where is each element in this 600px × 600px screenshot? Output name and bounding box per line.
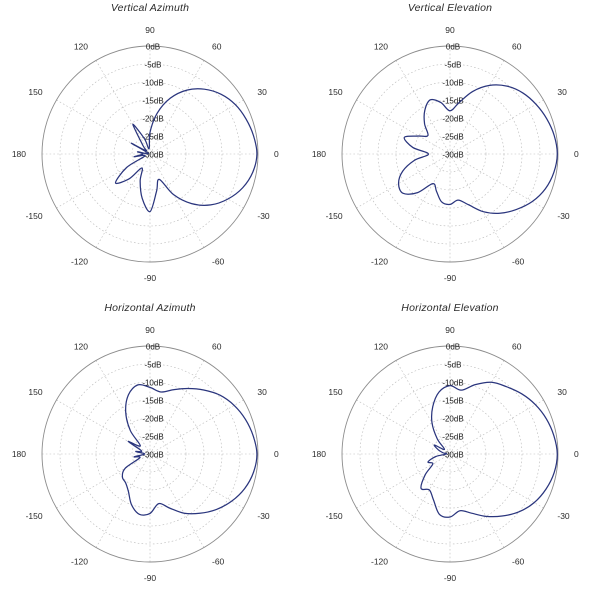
svg-text:-5dB: -5dB (144, 360, 162, 370)
svg-text:-30: -30 (257, 511, 270, 521)
svg-text:-20dB: -20dB (142, 414, 164, 424)
svg-text:-30dB: -30dB (442, 450, 464, 460)
svg-text:-25dB: -25dB (442, 132, 464, 142)
svg-text:0: 0 (274, 149, 279, 159)
polar-plot-vertical-azimuth (0, 14, 300, 300)
svg-text:150: 150 (328, 87, 343, 97)
svg-text:-10dB: -10dB (142, 378, 164, 388)
svg-text:0dB: 0dB (145, 42, 161, 52)
svg-text:60: 60 (512, 41, 522, 52)
svg-text:-30: -30 (557, 511, 570, 521)
svg-text:-20dB: -20dB (142, 114, 164, 124)
svg-text:-150: -150 (25, 511, 43, 521)
svg-text:150: 150 (28, 87, 43, 97)
svg-text:120: 120 (373, 41, 388, 52)
svg-text:-90: -90 (443, 573, 457, 583)
svg-text:180: 180 (11, 449, 26, 459)
svg-text:-15dB: -15dB (142, 96, 164, 106)
svg-text:-30: -30 (557, 211, 570, 221)
svg-text:-150: -150 (325, 511, 343, 521)
svg-text:90: 90 (445, 25, 455, 35)
svg-text:180: 180 (11, 149, 26, 159)
svg-text:-90: -90 (143, 573, 157, 583)
svg-text:-10dB: -10dB (442, 78, 464, 88)
panel-title: Horizontal Elevation (401, 302, 499, 314)
svg-text:-120: -120 (370, 556, 388, 567)
svg-text:-10dB: -10dB (442, 378, 464, 388)
svg-text:-5dB: -5dB (444, 60, 462, 70)
svg-text:90: 90 (145, 325, 155, 335)
svg-text:-20dB: -20dB (442, 414, 464, 424)
svg-text:60: 60 (212, 41, 222, 52)
svg-text:-120: -120 (370, 256, 388, 267)
svg-text:90: 90 (145, 25, 155, 35)
svg-text:-5dB: -5dB (444, 360, 462, 370)
svg-text:180: 180 (311, 449, 326, 459)
svg-text:-15dB: -15dB (442, 96, 464, 106)
svg-text:-20dB: -20dB (442, 114, 464, 124)
panel-horizontal-azimuth (0, 300, 300, 600)
svg-text:120: 120 (373, 341, 388, 352)
panel-title: Vertical Elevation (407, 2, 493, 14)
svg-text:150: 150 (28, 387, 43, 397)
panel-vertical-elevation (300, 0, 600, 300)
svg-text:-25dB: -25dB (142, 132, 164, 142)
svg-text:-25dB: -25dB (442, 432, 464, 442)
svg-text:120: 120 (73, 41, 88, 52)
svg-text:120: 120 (73, 341, 88, 352)
svg-text:0: 0 (274, 449, 279, 459)
panel-vertical-azimuth (0, 0, 300, 300)
svg-text:0: 0 (574, 149, 579, 159)
svg-text:30: 30 (257, 387, 267, 397)
svg-text:30: 30 (557, 87, 567, 97)
svg-text:0: 0 (574, 449, 579, 459)
svg-text:-60: -60 (512, 256, 525, 267)
svg-text:-10dB: -10dB (142, 78, 164, 88)
polar-plot-horizontal-elevation (300, 314, 600, 600)
svg-text:-5dB: -5dB (144, 60, 162, 70)
svg-text:60: 60 (512, 341, 522, 352)
svg-text:0dB: 0dB (445, 42, 461, 52)
polar-plot-vertical-elevation (300, 14, 600, 300)
svg-text:150: 150 (328, 387, 343, 397)
svg-text:180: 180 (311, 149, 326, 159)
polar-plot-horizontal-azimuth (0, 314, 300, 600)
svg-text:-90: -90 (143, 273, 157, 283)
svg-text:-25dB: -25dB (142, 432, 164, 442)
svg-text:-30dB: -30dB (142, 450, 164, 460)
svg-text:-15dB: -15dB (442, 396, 464, 406)
svg-text:-30dB: -30dB (442, 150, 464, 160)
svg-text:-60: -60 (212, 256, 225, 267)
svg-text:-60: -60 (212, 556, 225, 567)
svg-text:-15dB: -15dB (142, 396, 164, 406)
panel-title: Vertical Azimuth (110, 2, 190, 14)
svg-text:-30dB: -30dB (142, 150, 164, 160)
svg-text:-120: -120 (70, 556, 88, 567)
svg-text:-150: -150 (25, 211, 43, 221)
panel-horizontal-elevation (300, 300, 600, 600)
svg-text:90: 90 (445, 325, 455, 335)
svg-text:0dB: 0dB (445, 342, 461, 352)
svg-text:-60: -60 (512, 556, 525, 567)
svg-text:0dB: 0dB (145, 342, 161, 352)
svg-text:60: 60 (212, 341, 222, 352)
svg-text:30: 30 (257, 87, 267, 97)
svg-text:-120: -120 (70, 256, 88, 267)
svg-text:-30: -30 (257, 211, 270, 221)
svg-text:30: 30 (557, 387, 567, 397)
svg-text:-90: -90 (443, 273, 457, 283)
svg-text:-150: -150 (325, 211, 343, 221)
panel-title: Horizontal Azimuth (104, 302, 196, 314)
